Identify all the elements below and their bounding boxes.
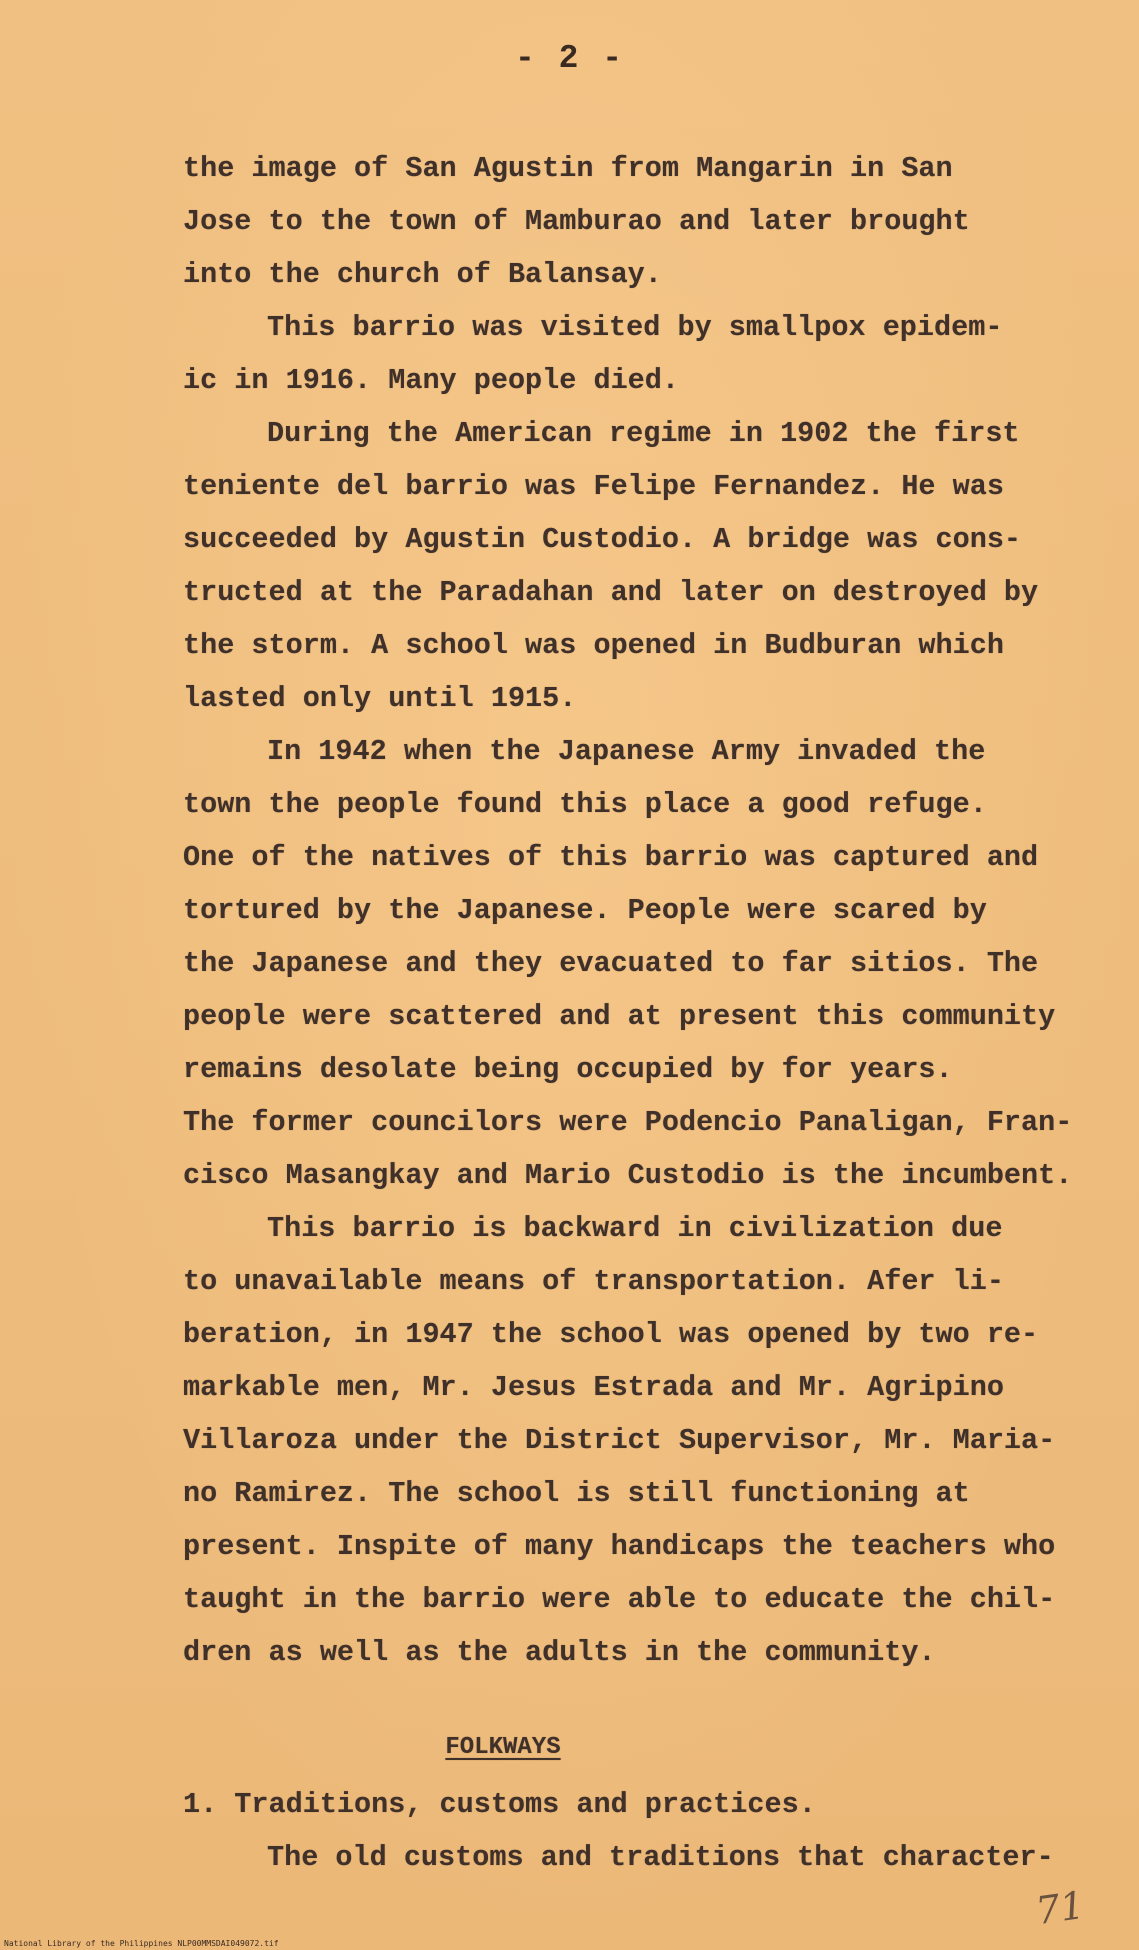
text-line: lasted only until 1915. [183, 682, 577, 715]
text-line: cisco Masangkay and Mario Custodio is the incumbent. [183, 1159, 1073, 1192]
text-line: During the American regime in 1902 the first [267, 417, 1020, 450]
text-line: One of the natives of this barrio was captured and [183, 841, 1039, 874]
text-line: markable men, Mr. Jesus Estrada and Mr. Agripino [183, 1371, 1004, 1404]
footer-credit: National Library of the Philippines NLP00MMSDAI049072.tif [4, 1939, 279, 1948]
text-line: into the church of Balansay. [183, 258, 662, 291]
text-line: The former councilors were Podencio Panaligan, Fran- [183, 1106, 1073, 1139]
text-line: This barrio was visited by smallpox epidem- [267, 311, 1003, 344]
text-line: taught in the barrio were able to educate the chil- [183, 1583, 1056, 1616]
text-line: the image of San Agustin from Mangarin in San [183, 152, 953, 185]
text-line: This barrio is backward in civilization due [267, 1212, 1003, 1245]
text-line: town the people found this place a good refuge. [183, 788, 987, 821]
section-heading: FOLKWAYS [445, 1734, 561, 1761]
text-line: beration, in 1947 the school was opened by two re- [183, 1318, 1039, 1351]
text-line: people were scattered and at present this community [183, 1000, 1056, 1033]
paragraphs [183, 142, 1103, 1679]
text-line: to unavailable means of transportation. Afer li- [183, 1265, 1004, 1298]
text-line: Villaroza under the District Supervisor, Mr. Maria- [183, 1424, 1056, 1457]
list-item: 1. Traditions, customs and practices. [183, 1788, 816, 1821]
text-line: tortured by the Japanese. People were scared by [183, 894, 987, 927]
text-line: tructed at the Paradahan and later on destroyed by [183, 576, 1039, 609]
text-line: dren as well as the adults in the community. [183, 1636, 936, 1669]
text-line: no Ramirez. The school is still functioning at [183, 1477, 970, 1510]
text-line: ic in 1916. Many people died. [183, 364, 679, 397]
text-line: succeeded by Agustin Custodio. A bridge was cons- [183, 523, 1022, 556]
body-text [183, 142, 1103, 1884]
text-line: remains desolate being occupied by for years. [183, 1053, 953, 1086]
closing-line: The old customs and traditions that character- [267, 1841, 1054, 1874]
text-line: teniente del barrio was Felipe Fernandez. He was [183, 470, 1004, 503]
page-number: - 2 - [514, 40, 625, 77]
text-line: the storm. A school was opened in Budburan which [183, 629, 1004, 662]
text-line: In 1942 when the Japanese Army invaded the [267, 735, 986, 768]
text-line: the Japanese and they evacuated to far sitios. The [183, 947, 1039, 980]
text-line: present. Inspite of many handicaps the teachers who [183, 1530, 1056, 1563]
folio-mark: 71 [1032, 1882, 1087, 1934]
text-line: Jose to the town of Mamburao and later brought [183, 205, 970, 238]
